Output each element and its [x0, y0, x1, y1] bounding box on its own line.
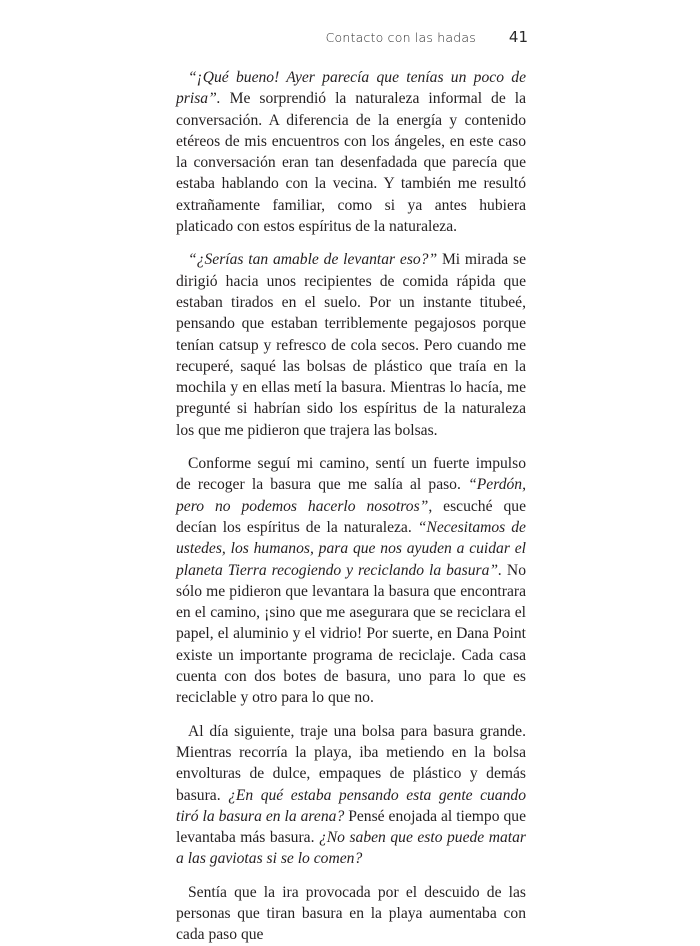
page-number: 41 [508, 28, 528, 46]
paragraph-text: Pensé enojada al tiempo que levantaba más basura. [176, 807, 526, 847]
paragraph-text: No sólo me pidieron que levantara la basura que encontrara en el camino, ¡sino que me asegurara que se reciclara el papel, el aluminio y el vidrio! Por suerte, en Dana Point existe un importante programa de reciclaje. Cada casa cuenta con dos botes de basura, uno para lo que es reciclable y otro para lo que no. [176, 561, 526, 707]
inner-thought: ¿No saben que esto puede matar a las gaviotas si se lo comen? [176, 829, 526, 868]
paragraph-text: Al día siguiente, traje una bolsa para basura grande. Mientras recorría la playa, iba metiendo en la bolsa envolturas de dulce, empaques de plástico y demás basura. [176, 722, 526, 804]
paragraph-1 [176, 67, 526, 237]
running-title: Contacto con las hadas [325, 30, 476, 45]
paragraph-5 [176, 882, 526, 946]
dialogue-fairies-apology: “Perdón, pero no podemos hacerlo nosotros” [176, 476, 526, 515]
running-header [172, 26, 528, 50]
dialogue-fairies-plea: “Necesitamos de ustedes, los humanos, para que nos ayuden a cuidar el planeta Tierra recogiendo y reciclando la basura”. [176, 518, 526, 579]
paragraph-text: , escuché que decían los espíritus de la naturaleza. [176, 497, 527, 536]
paragraph-text: Me sorprendió la naturaleza informal de la conversación. A diferencia de la energía y contenido etéreos de mis encuentros con los ángeles, en este caso la conversación eran tan desenfadada que parecía que estaba hablando con la vecina. Y también me resultó extrañamente familiar, como si ya antes hubiera platicado con estos espíritus de la naturaleza. [176, 90, 526, 236]
paragraph-4 [176, 721, 526, 870]
paragraph-2 [176, 249, 526, 441]
dialogue-fairies-request: “¿Serías tan amable de levantar eso?” [188, 251, 438, 269]
body-text [176, 67, 526, 946]
paragraph-text: Conforme seguí mi camino, sentí un fuerte impulso de recoger la basura que me salía al paso. [176, 455, 526, 494]
paragraph-text: Mi mirada se dirigió hacia unos recipientes de comida rápida que estaban tirados en el suelo. Por un instante titubeé, pensando que estaban terriblemente pegajosos porque tenían catsup y refresco de cola secos. Pero cuando me recuperé, saqué las bolsas de plástico que traía en la mochila y en ellas metí la basura. Mientras lo hacía, me pregunté si habrían sido los espíritus de la naturaleza los que me pidieron que trajera las bolsas. [176, 251, 526, 439]
inner-thought: ¿En qué estaba pensando esta gente cuando tiró la basura en la arena? [176, 786, 526, 825]
paragraph-text: Sentía que la ira provocada por el descuido de las personas que tiran basura en la playa aumentaba con cada paso que [176, 883, 526, 944]
dialogue-fairies-greeting: “¡Qué bueno! Ayer parecía que tenías un poco de prisa”. [176, 69, 526, 108]
paragraph-3 [176, 453, 526, 709]
